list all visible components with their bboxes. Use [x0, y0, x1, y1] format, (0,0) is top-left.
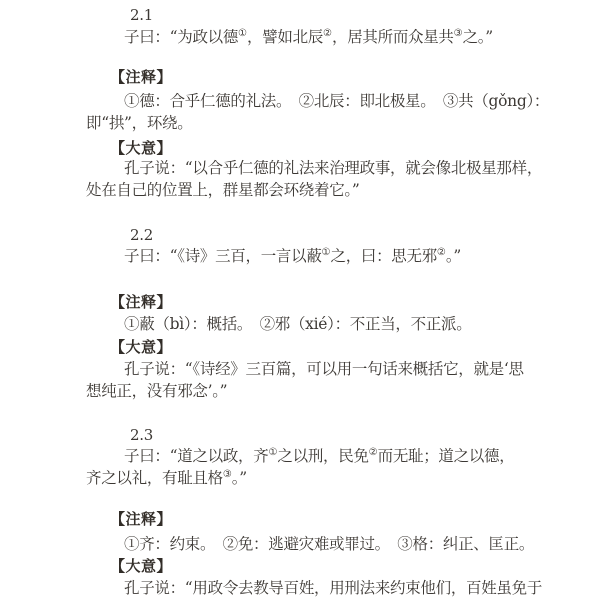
note-ref-superscript: ② [323, 28, 332, 39]
text-line: 孔子说：“用政令去教导百姓，用刑法来约束他们，百姓虽免于 [124, 579, 543, 597]
section-number-2-1: 2.1 [130, 6, 153, 24]
quote-paragraph-2-1 [86, 26, 506, 48]
text-line: 孔子说：“《诗经》三百篇，可以用一句话来概括它，就是‘思 [124, 360, 524, 378]
notes-header-2-2: 【注释】 [110, 293, 173, 311]
meaning-paragraph-2-1 [86, 157, 543, 201]
text-line: ①蔽（bì）：概括。 ②邪（xié）：不正当，不正派。 [124, 315, 472, 333]
text-line: 子曰：“《诗》三百，一言以蔽①之，曰：思无邪②。” [124, 247, 461, 265]
text-line: 想纯正，没有邪念’。” [86, 382, 228, 400]
note-ref-superscript: ① [321, 247, 331, 258]
note-ref-superscript: ① [238, 28, 248, 39]
meaning-paragraph-2-2 [86, 358, 524, 402]
note-ref-superscript: ② [436, 247, 446, 258]
note-ref-superscript: ③ [222, 469, 232, 480]
text-line: 齐之以礼，有耻且格③。” [86, 469, 247, 487]
note-ref-superscript: ② [368, 447, 378, 458]
note-ref-superscript: ① [268, 447, 278, 458]
text-line: ①德：合乎仁德的礼法。 ②北辰：即北极星。 ③共（gǒng）： [124, 92, 550, 110]
section-number-2-3: 2.3 [130, 426, 153, 444]
meaning-header-2-1: 【大意】 [110, 139, 173, 157]
notes-paragraph-2-2 [86, 313, 506, 335]
text-line: 子曰：“为政以德①，譬如北辰②，居其所而众星共③之。” [124, 28, 493, 46]
text-line: 处在自己的位置上，群星都会环绕着它。” [86, 181, 360, 199]
meaning-paragraph-2-3 [86, 577, 543, 599]
text-line: ①齐：约束。 ②免：逃避灾难或罪过。 ③格：纠正、匡正。 [124, 535, 535, 553]
text-line: 子曰：“道之以政，齐①之以刑，民免②而无耻；道之以德， [124, 447, 515, 465]
quote-paragraph-2-2 [86, 245, 506, 267]
notes-header-2-1: 【注释】 [110, 68, 173, 86]
meaning-header-2-2: 【大意】 [110, 338, 173, 356]
quote-paragraph-2-3 [86, 445, 515, 489]
text-line: 即“拱”，环绕。 [86, 114, 193, 132]
text-line: 孔子说：“以合乎仁德的礼法来治理政事，就会像北极星那样， [124, 159, 543, 177]
notes-paragraph-2-1 [86, 90, 550, 134]
note-ref-superscript: ③ [453, 28, 463, 39]
notes-header-2-3: 【注释】 [110, 510, 173, 528]
meaning-header-2-3: 【大意】 [110, 557, 173, 575]
notes-paragraph-2-3 [86, 533, 535, 555]
section-number-2-2: 2.2 [130, 226, 153, 244]
